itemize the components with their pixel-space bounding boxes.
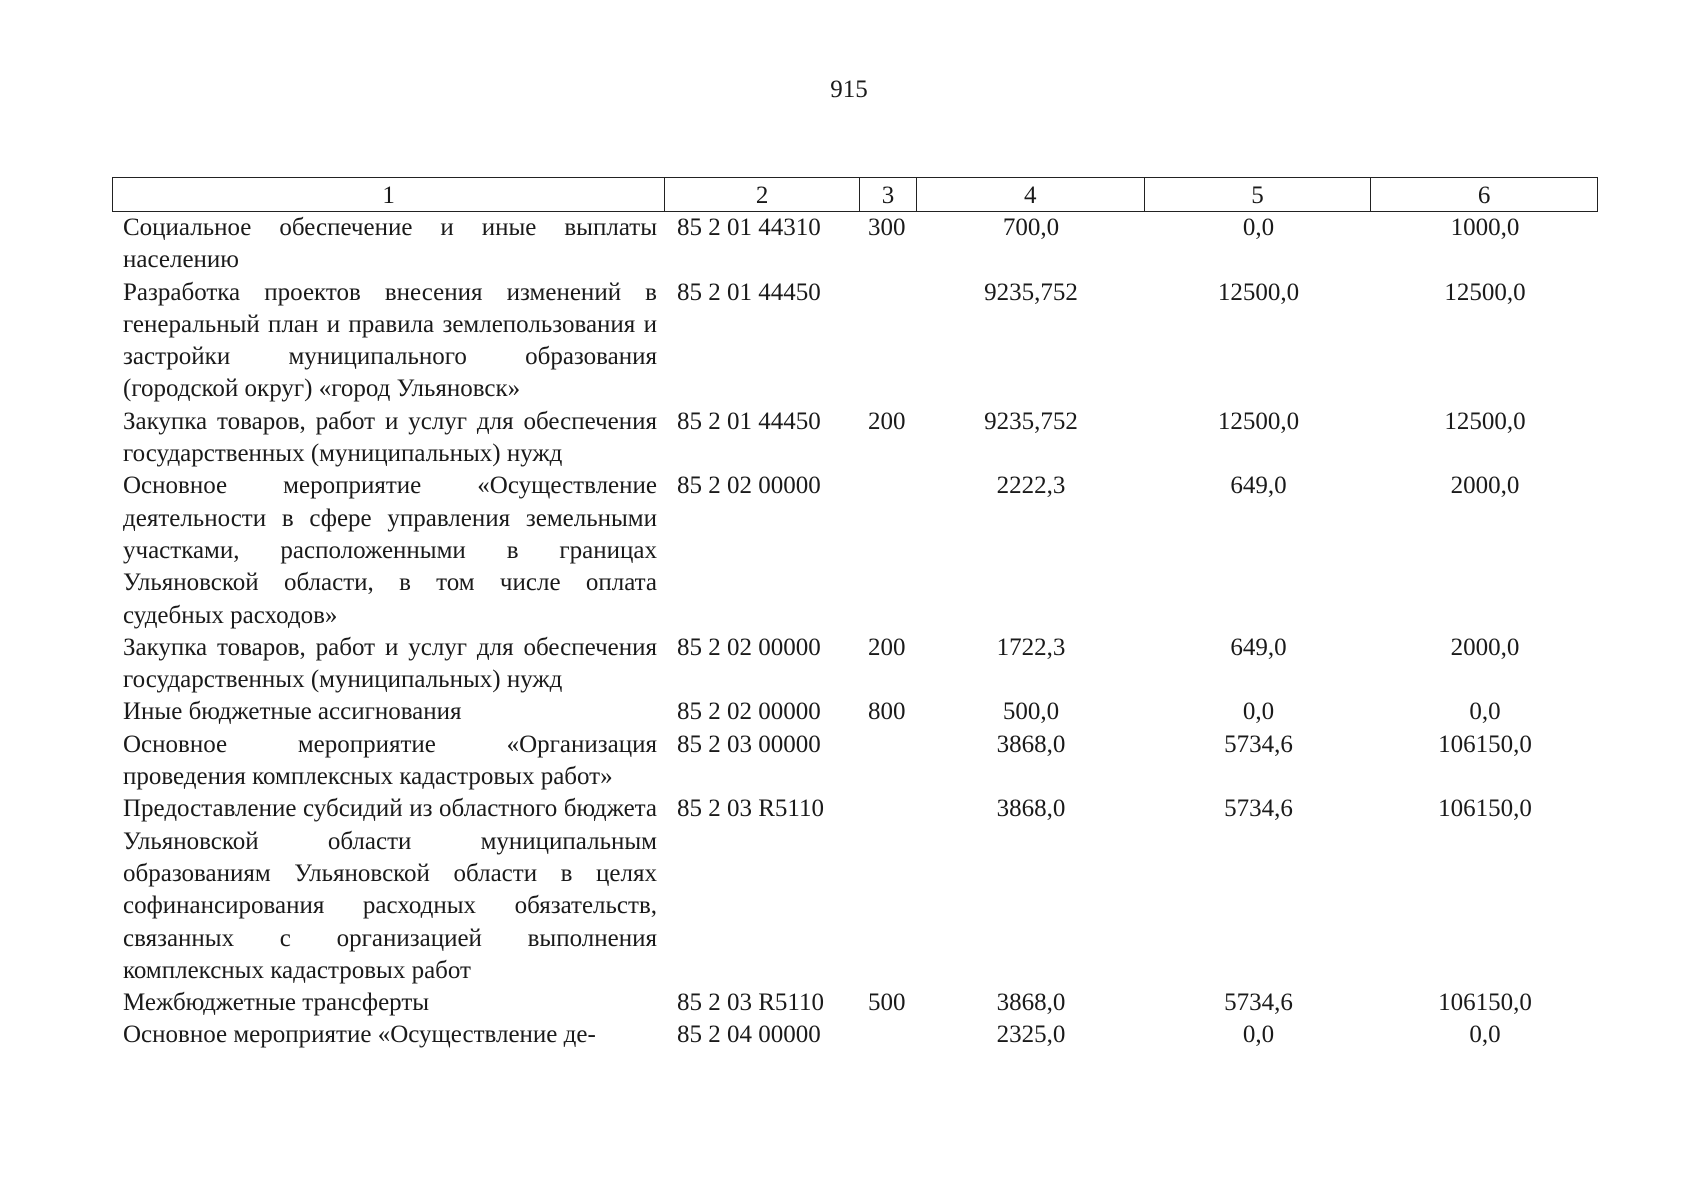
- row-expense-type: [860, 277, 917, 406]
- row-description: Межбюджетные трансферты: [123, 989, 430, 1017]
- row-description: Предоставление субсидий из областного бюджета Ульяновской области муниципальным образованиям Ульяновской области в целях софинансирования расходных обязательств, связанных с организацией выполнения комплексных кадастровых работ: [123, 795, 657, 984]
- row-code: 85 2 02 00000: [677, 698, 821, 726]
- row-code: 85 2 03 00000: [677, 730, 821, 758]
- row-value-col-4: 700,0: [1002, 214, 1060, 241]
- row-value-col-4: 9235,752: [984, 278, 1078, 306]
- row-value-col-6: 106150,0: [1438, 795, 1532, 823]
- row-value-col-5: 12500,0: [1217, 407, 1300, 435]
- row-description: Основное мероприятие «Организация проведения комплексных кадастровых работ»: [123, 730, 657, 791]
- row-value-col-6: 2000,0: [1450, 633, 1520, 661]
- row-value-col-5: 0,0: [1242, 698, 1275, 726]
- row-value-col-4: 3868,0: [996, 795, 1066, 823]
- header-col-5: 5: [1145, 178, 1372, 211]
- table-row: [112, 987, 1598, 1019]
- table-row: [112, 729, 1598, 794]
- row-code: 85 2 02 00000: [677, 472, 821, 500]
- row-expense-type: [860, 470, 917, 631]
- row-value-col-5: 649,0: [1230, 472, 1287, 500]
- table-row: [112, 1019, 1598, 1051]
- row-description: Разработка проектов внесения изменений в генеральный план и правила землепользования и застройки муниципального образования (городской округ) «город Ульяновск»: [123, 278, 657, 403]
- row-value-col-5: 5734,6: [1224, 989, 1293, 1017]
- row-value-col-4: 500,0: [1002, 698, 1060, 726]
- row-value-col-4: 1722,3: [996, 633, 1066, 661]
- row-value-col-6: 106150,0: [1438, 730, 1532, 758]
- row-code: 85 2 03 R5110: [677, 795, 824, 823]
- row-code: 85 2 02 00000: [677, 633, 821, 661]
- page-number: 915: [830, 76, 868, 103]
- row-value-col-5: 649,0: [1230, 633, 1287, 661]
- table-row: [112, 793, 1598, 987]
- header-col-3: 3: [860, 178, 917, 211]
- row-value-col-4: 9235,752: [984, 407, 1078, 435]
- row-description: Основное мероприятие «Осуществление деятельности в сфере управления земельными участками, расположенными в границах Ульяновской области, в том числе оплата судебных расходов»: [123, 472, 657, 629]
- header-col-4: 4: [917, 178, 1145, 211]
- table-row: [112, 277, 1598, 406]
- row-description: Социальное обеспечение и иные выплаты населению: [123, 214, 657, 274]
- row-expense-type: 200: [868, 407, 906, 435]
- row-value-col-5: 0,0: [1242, 1021, 1275, 1049]
- header-col-6: 6: [1477, 182, 1491, 209]
- row-value-col-5: 0,0: [1242, 214, 1275, 241]
- row-value-col-4: 3868,0: [996, 989, 1066, 1017]
- table-header: [112, 177, 1598, 212]
- row-value-col-4: 2222,3: [996, 472, 1066, 500]
- row-description: Закупка товаров, работ и услуг для обеспечения государственных (муниципальных) нужд: [123, 407, 657, 468]
- row-value-col-5: 5734,6: [1224, 795, 1293, 823]
- row-description: Закупка товаров, работ и услуг для обеспечения государственных (муниципальных) нужд: [123, 633, 657, 694]
- row-expense-type: 500: [868, 989, 906, 1017]
- header-col-2: 2: [665, 178, 860, 211]
- budget-table: [112, 177, 1598, 1052]
- row-expense-type: [860, 793, 917, 987]
- table-row: [112, 696, 1598, 728]
- table-row: [112, 406, 1598, 471]
- row-description: Основное мероприятие «Осуществление де-: [123, 1021, 596, 1049]
- row-code: 85 2 01 44450: [677, 278, 821, 306]
- row-value-col-6: 12500,0: [1444, 278, 1526, 306]
- table-body: [112, 212, 1598, 1052]
- row-expense-type: 200: [868, 633, 906, 661]
- row-value-col-6: 12500,0: [1444, 407, 1526, 435]
- row-code: 85 2 01 44310: [677, 214, 821, 241]
- row-code: 85 2 04 00000: [677, 1021, 821, 1049]
- table-row: [112, 212, 1598, 277]
- row-value-col-4: 3868,0: [996, 730, 1066, 758]
- row-code: 85 2 03 R5110: [677, 989, 824, 1017]
- row-value-col-6: 0,0: [1469, 698, 1501, 726]
- row-expense-type: [860, 729, 917, 794]
- row-value-col-6: 106150,0: [1438, 989, 1532, 1017]
- row-expense-type: 300: [868, 214, 906, 241]
- row-description: Иные бюджетные ассигнования: [123, 698, 462, 726]
- row-value-col-6: 1000,0: [1450, 214, 1520, 241]
- row-expense-type: [860, 1019, 917, 1051]
- row-value-col-5: 5734,6: [1224, 730, 1293, 758]
- table-row: [112, 632, 1598, 697]
- row-value-col-6: 0,0: [1469, 1021, 1501, 1049]
- row-code: 85 2 01 44450: [677, 407, 821, 435]
- header-col-1: 1: [113, 178, 665, 211]
- row-value-col-5: 12500,0: [1217, 278, 1300, 306]
- row-expense-type: 800: [868, 698, 906, 726]
- table-row: [112, 470, 1598, 631]
- row-value-col-4: 2325,0: [996, 1021, 1066, 1049]
- row-value-col-6: 2000,0: [1450, 472, 1520, 500]
